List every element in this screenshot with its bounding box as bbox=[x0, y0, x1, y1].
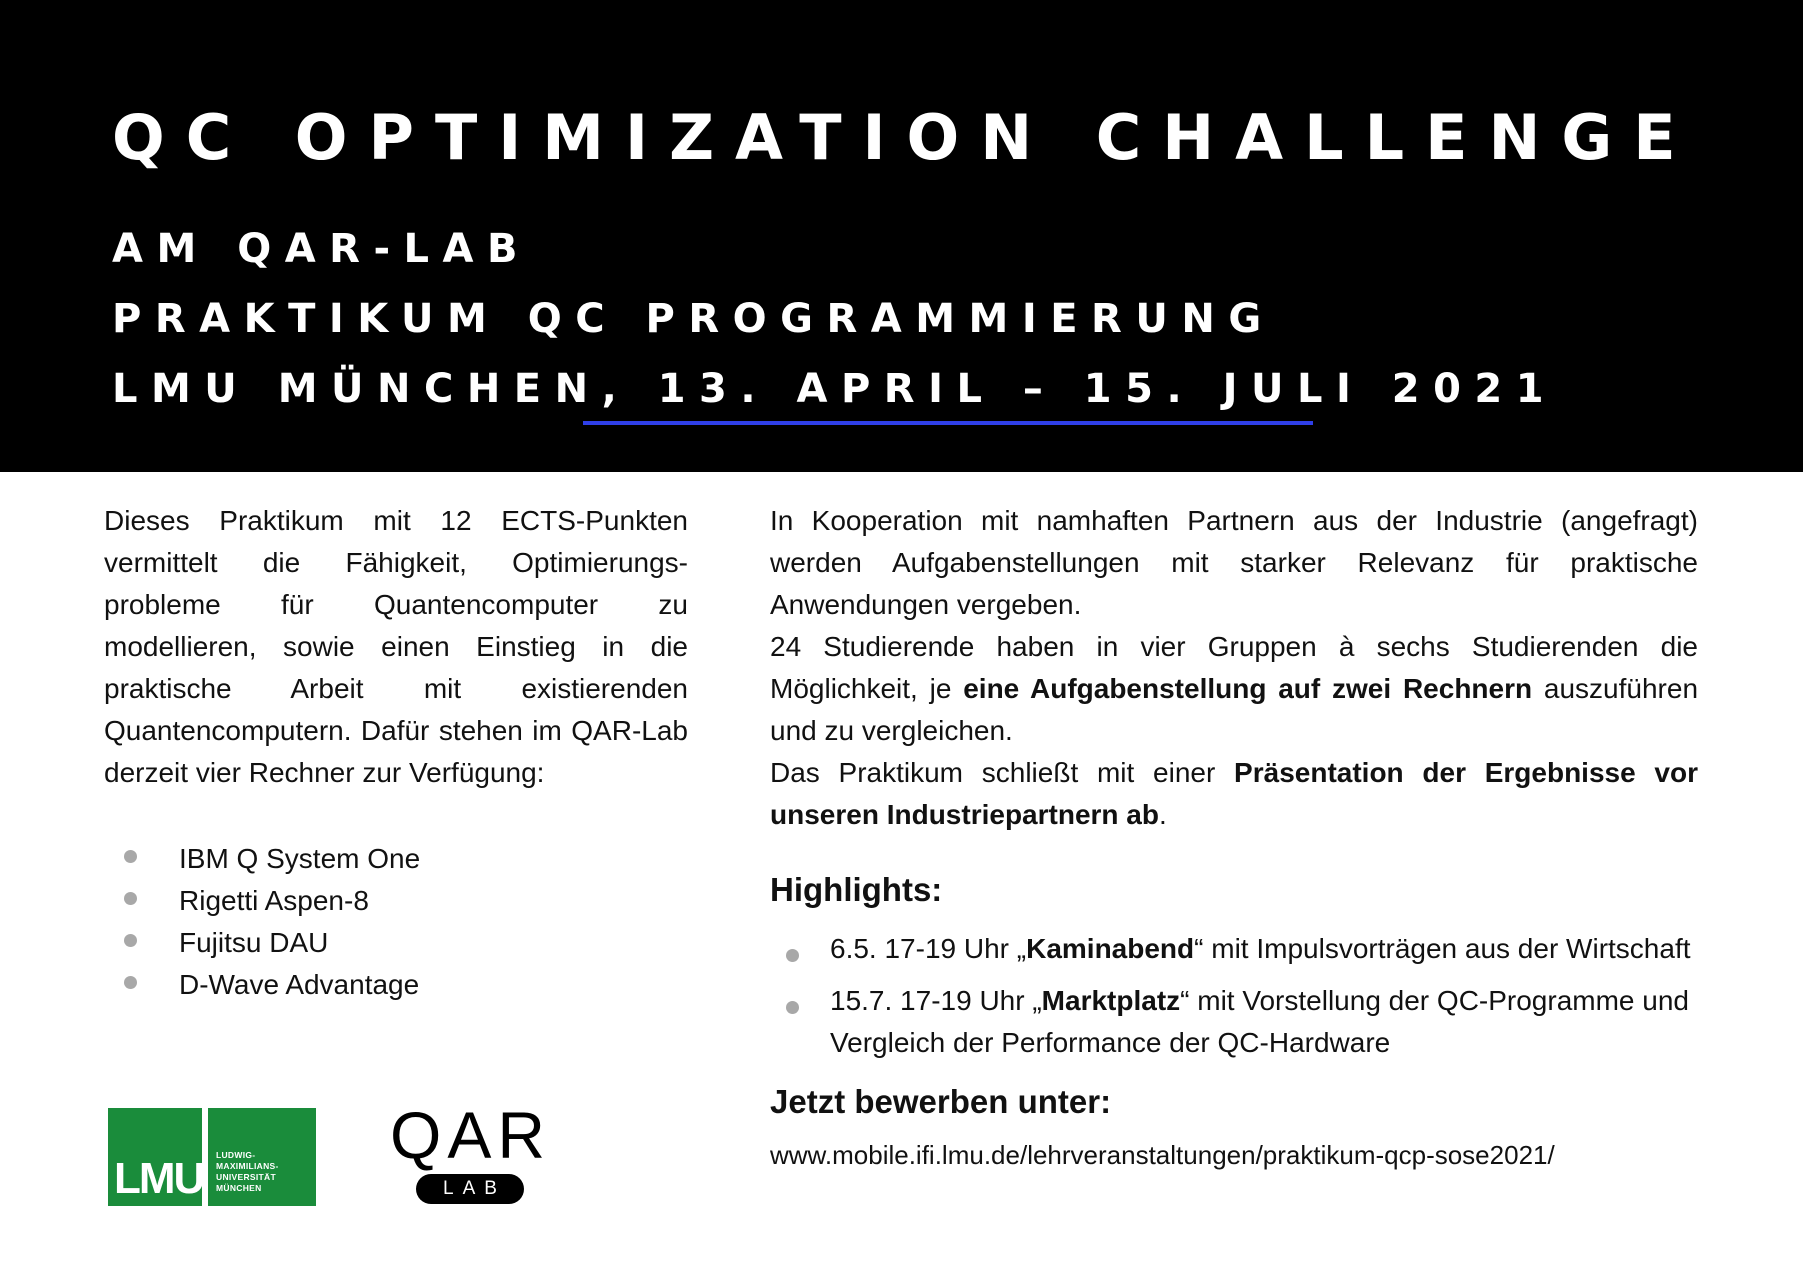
list-item: 6.5. 17-19 Uhr „Kaminabend“ mit Impulsvorträgen aus der Wirtschaft bbox=[770, 928, 1698, 970]
date-range: 13. APRIL – 15. JULI 2021 bbox=[657, 366, 1558, 412]
bullet-icon bbox=[786, 1001, 799, 1014]
bullet-icon bbox=[124, 850, 137, 863]
apply-url: www.mobile.ifi.lmu.de/lehrveranstaltungen/praktikum-qcp-sose2021/ bbox=[770, 1140, 1555, 1170]
bullet-icon bbox=[124, 934, 137, 947]
bullet-icon bbox=[124, 976, 137, 989]
subtitle-location: AM QAR-LAB bbox=[112, 226, 531, 272]
lmu-wordmark: LMU bbox=[114, 1154, 204, 1203]
list-item: Rigetti Aspen-8 bbox=[104, 880, 688, 922]
list-item: 15.7. 17-19 Uhr „Marktplatz“ mit Vorstellung der QC-Programme und Vergleich der Performance der QC-Hardware bbox=[770, 980, 1698, 1064]
page-title: QC OPTIMIZATION CHALLENGE bbox=[112, 101, 1697, 174]
groups-paragraph: 24 Studierende haben in vier Gruppen à sechs Studierenden die Möglichkeit, je eine Aufgabenstellung auf zwei Rechnern auszuführen und zu vergleichen. bbox=[770, 631, 1699, 746]
bullet-icon bbox=[124, 892, 137, 905]
presentation-paragraph: Das Praktikum schließt mit einer Präsentation der Ergebnisse vor unseren Industriepartnern ab. bbox=[770, 757, 1698, 830]
intro-paragraph: Dieses Praktikum mit 12 ECTS-Punkten vermittelt die Fähigkeit, Optimierungs-probleme für Quantencomputer zu modellieren, sowie einen Einstieg in die praktische Arbeit mit existierenden Quantencomputern. Dafür stehen im QAR-Lab derzeit vier Rechner zur Verfügung: bbox=[104, 505, 688, 788]
cooperation-paragraph: In Kooperation mit namhaften Partnern aus der Industrie (angefragt) werden Aufgabenstellungen mit starker Relevanz für praktische Anwendungen vergeben. bbox=[770, 505, 1698, 620]
right-column bbox=[770, 500, 1698, 1176]
highlights-list bbox=[770, 928, 1698, 1064]
date-underline bbox=[583, 421, 1313, 425]
list-item: IBM Q System One bbox=[104, 838, 688, 880]
lab-pill: LAB bbox=[416, 1174, 524, 1204]
qar-lab-logo bbox=[390, 1098, 554, 1208]
apply-heading: Jetzt bewerben unter: bbox=[770, 1083, 1112, 1120]
subtitle-dates bbox=[112, 364, 1557, 414]
header-banner bbox=[0, 0, 1803, 472]
subtitle-course: PRAKTIKUM QC PROGRAMMIERUNG bbox=[112, 296, 1275, 342]
list-item: Fujitsu DAU bbox=[104, 922, 688, 964]
lmu-name: LUDWIG- MAXIMILIANS- UNIVERSITÄT MÜNCHEN bbox=[216, 1150, 279, 1193]
lmu-logo bbox=[108, 1108, 316, 1206]
left-column bbox=[104, 500, 688, 1006]
bullet-icon bbox=[786, 949, 799, 962]
list-item: D-Wave Advantage bbox=[104, 964, 688, 1006]
highlights-heading: Highlights: bbox=[770, 871, 943, 908]
qar-wordmark: QAR bbox=[390, 1098, 552, 1172]
location-text: LMU MÜNCHEN, bbox=[112, 366, 658, 412]
systems-list bbox=[104, 838, 688, 1006]
